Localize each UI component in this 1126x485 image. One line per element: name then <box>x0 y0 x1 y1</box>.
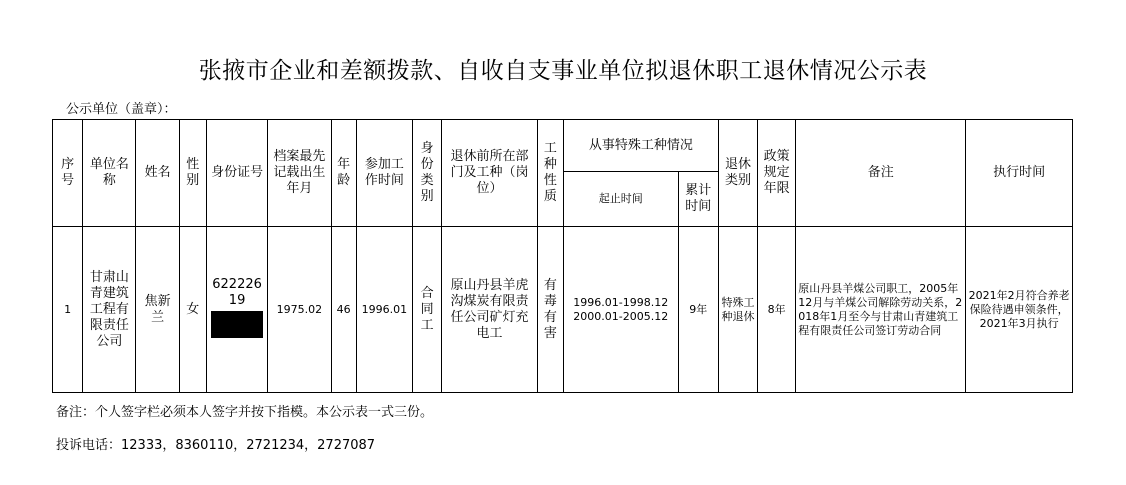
cell-dept-job: 原山丹县羊虎沟煤炭有限责任公司矿灯充电工 <box>442 227 538 393</box>
cell-job-nature: 有毒有害 <box>537 227 563 393</box>
header-policy-years: 政策规定年限 <box>758 120 796 227</box>
cell-id-number <box>206 227 267 393</box>
redaction-block <box>211 311 263 338</box>
period-line-2: 2000.01-2005.12 <box>573 309 669 323</box>
header-seq: 序号 <box>53 120 83 227</box>
header-period: 起止时间 <box>563 172 678 227</box>
cell-unit-name: 甘肃山青建筑工程有限责任公司 <box>83 227 136 393</box>
id-number-text: 62222619 <box>212 276 262 308</box>
cell-total-time: 9年 <box>678 227 718 393</box>
header-id-number: 身份证号 <box>206 120 267 227</box>
cell-period <box>563 227 678 393</box>
retirement-table <box>52 119 1073 393</box>
header-dept-job: 退休前所在部门及工种（岗位） <box>442 120 538 227</box>
header-unit-name: 单位名称 <box>83 120 136 227</box>
cell-retire-type: 特殊工种退休 <box>718 227 757 393</box>
cell-identity-type: 合同工 <box>413 227 442 393</box>
cell-gender: 女 <box>179 227 206 393</box>
complaint-phone: 投诉电话：12333，8360110，2721234，2727087 <box>56 438 376 453</box>
cell-birth-date: 1975.02 <box>268 227 331 393</box>
cell-exec-time: 2021年2月符合养老保险待遇申领条件，2021年3月执行 <box>966 227 1073 393</box>
header-birth-date: 档案最先记载出生年月 <box>268 120 331 227</box>
header-gender: 性别 <box>179 120 206 227</box>
cell-policy-years: 8年 <box>758 227 796 393</box>
cell-seq: 1 <box>53 227 83 393</box>
header-remarks: 备注 <box>796 120 966 227</box>
period-line-1: 1996.01-1998.12 <box>573 295 669 309</box>
header-special-work: 从事特殊工种情况 <box>563 120 718 172</box>
table-row <box>53 227 1073 393</box>
footer-note: 备注：个人签字栏必须本人签字并按下指模。本公示表一式三份。 <box>56 405 434 420</box>
cell-work-start: 1996.01 <box>356 227 412 393</box>
header-total-time: 累计时间 <box>678 172 718 227</box>
cell-age: 46 <box>331 227 356 393</box>
header-exec-time: 执行时间 <box>966 120 1073 227</box>
header-row <box>53 120 1073 172</box>
header-job-nature: 工种性质 <box>537 120 563 227</box>
page-title: 张掖市企业和差额拨款、自收自支事业单位拟退休职工退休情况公示表 <box>198 58 928 84</box>
header-name: 姓名 <box>136 120 179 227</box>
header-work-start: 参加工作时间 <box>356 120 412 227</box>
unit-label: 公示单位（盖章）： <box>66 102 177 117</box>
header-retire-type: 退休类别 <box>718 120 757 227</box>
header-age: 年龄 <box>331 120 356 227</box>
header-identity-type: 身份类别 <box>413 120 442 227</box>
cell-name: 焦新兰 <box>136 227 179 393</box>
cell-remarks: 原山丹县羊煤公司职工，2005年12月与羊煤公司解除劳动关系，2018年1月至今与甘肃山青建筑工程有限责任公司签订劳动合同 <box>796 227 966 393</box>
